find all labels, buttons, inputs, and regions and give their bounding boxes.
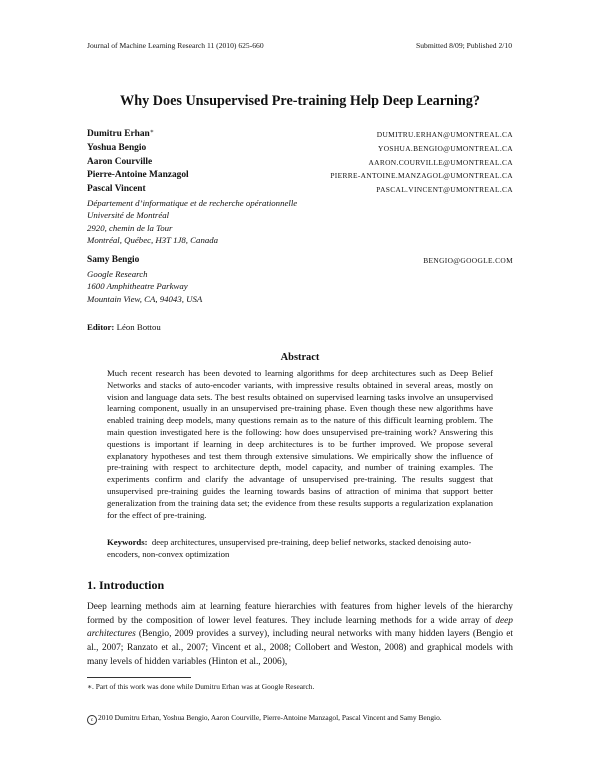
paper-title: Why Does Unsupervised Pre-training Help Deep Learning? bbox=[120, 93, 480, 109]
section-heading: 1. Introduction bbox=[87, 578, 165, 592]
author-row bbox=[87, 142, 513, 156]
footnote: ∗. Part of this work was done while Dumitru Erhan was at Google Research. bbox=[87, 682, 315, 691]
copyright-notice: c 2010 Dumitru Erhan, Yoshua Bengio, Aaron Courville, Pierre-Antoine Manzagol, Pascal Vincent and Samy Bengio. bbox=[87, 713, 442, 725]
author-email[interactable]: BENGIO@GOOGLE.COM bbox=[423, 256, 513, 266]
footnote-rule bbox=[87, 677, 191, 678]
submission-dates: Submitted 8/09; Published 2/10 bbox=[416, 41, 512, 50]
author-name: Dumitru Erhan∗ bbox=[87, 129, 154, 139]
journal-header: Journal of Machine Learning Research 11 (2010) 625-660 bbox=[87, 41, 264, 50]
author-block bbox=[87, 128, 513, 305]
author-name: Aaron Courville bbox=[87, 156, 153, 167]
author-row bbox=[87, 183, 513, 197]
author-email[interactable]: PASCAL.VINCENT@UMONTREAL.CA bbox=[376, 185, 513, 195]
author-name: Pierre-Antoine Manzagol bbox=[87, 170, 189, 181]
intro-paragraph: Deep learning methods aim at learning feature hierarchies with features from higher levels of the hierarchy formed by the composition of lower level features. They include learning methods for a wide array of deep architectures (Bengio, 2009 provides a survey), including neural networks with many hidden layers (Bengio et al., 2007; Ranzato et al., 2007; Vincent et al., 2008; Collobert and Weston, 2008) and graphical models with many levels of hidden variables (Hinton et al., 2006), bbox=[87, 602, 513, 667]
keywords: Keywords: deep architectures, unsupervised pre-training, deep belief networks, stacked denoising auto-encoders, non-convex optimization bbox=[107, 537, 472, 559]
author-name: Samy Bengio bbox=[87, 255, 140, 266]
author-row bbox=[87, 128, 513, 142]
author-name: Yoshua Bengio bbox=[87, 142, 147, 153]
author-email[interactable]: PIERRE-ANTOINE.MANZAGOL@UMONTREAL.CA bbox=[330, 171, 513, 181]
affiliation-google: Google Research 1600 Amphitheatre Parkway Mountain View, CA, 94043, USA bbox=[87, 268, 203, 304]
abstract-heading: Abstract bbox=[280, 352, 320, 363]
editor-line: Editor: Léon Bottou bbox=[87, 322, 161, 332]
copyright-icon: c bbox=[87, 715, 97, 725]
author-email[interactable]: AARON.COURVILLE@UMONTREAL.CA bbox=[368, 157, 513, 167]
author-name: Pascal Vincent bbox=[87, 184, 146, 195]
author-email[interactable]: YOSHUA.BENGIO@UMONTREAL.CA bbox=[378, 143, 513, 153]
affiliation-montreal: Département d’informatique et de recherche opérationnelle Université de Montréal 2920, chemin de la Tour Montréal, Québec, H3T 1J8, Canada bbox=[87, 197, 298, 245]
author-email[interactable]: DUMITRU.ERHAN@UMONTREAL.CA bbox=[376, 130, 513, 139]
author-row bbox=[87, 156, 513, 170]
author-row bbox=[87, 254, 513, 268]
author-row bbox=[87, 169, 513, 183]
abstract-body: Much recent research has been devoted to learning algorithms for deep architectures such as Deep Belief Networks and stacks of auto-encoder variants, with impressive results obtained in several areas, mostly on vision and language data sets. The best results obtained on supervised learning tasks involve an unsupervised learning component, usually in an unsupervised pre-training phase. Even though these new algorithms have enabled training deep models, many questions remain as to the nature of this difficult learning problem. The main question investigated here is the following: how does unsupervised pre-training work? Answering this questions is important if learning in deep architectures is to be further improved. We propose several explanatory hypotheses and test them through extensive simulations. We empirically show the influence of pre-training with respect to architecture depth, model capacity, and number of training examples. The experiments confirm and clarify the advantage of unsupervised pre-training. The results suggest that unsupervised pre-training guides the learning towards basins of attraction of minima that support better generalization from the training data set; the evidence from these results supports a regularization explanation for the effect of pre-training. bbox=[107, 368, 493, 520]
